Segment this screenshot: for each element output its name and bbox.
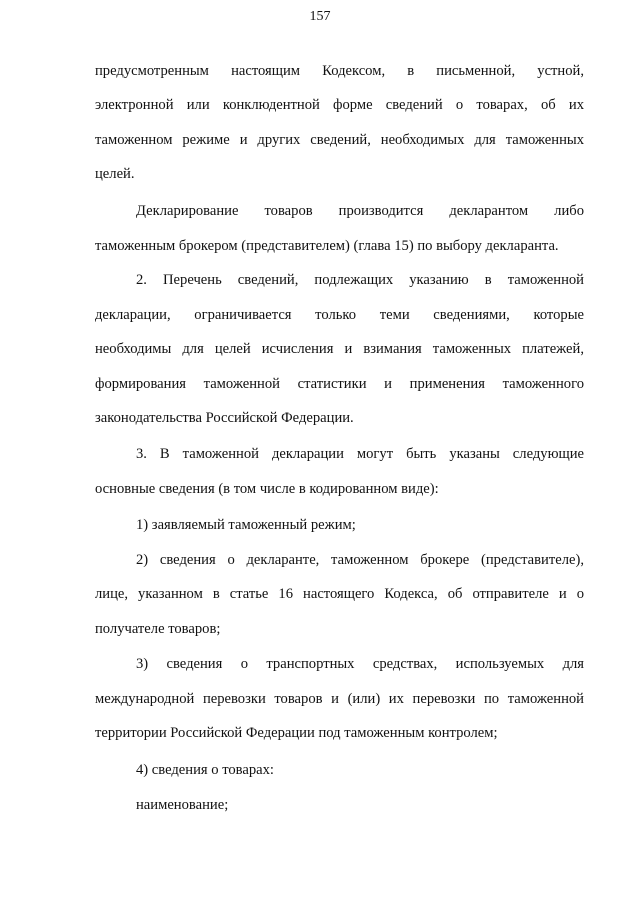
text-line: предусмотренным настоящим Кодексом, в письменной, устной, [95,63,584,79]
text-line: Декларирование товаров производится декларантом либо [136,203,584,219]
text-line: получателе товаров; [95,621,221,637]
text-line: международной перевозки товаров и (или) их перевозки по таможенной [95,691,584,707]
text-line: декларации, ограничивается только теми сведениями, которые [95,307,584,323]
list-item: 3) сведения о транспортных средствах, используемых для [136,656,584,672]
text-line: целей. [95,166,135,182]
list-item: 2) сведения о декларанте, таможенном брокере (представителе), [136,552,584,568]
text-line: лице, указанном в статье 16 настоящего Кодекса, об отправителе и о [95,586,584,602]
text-line: 3. В таможенной декларации могут быть указаны следующие [136,446,584,462]
text-line: таможенным брокером (представителем) (глава 15) по выбору декларанта. [95,238,559,254]
page-number: 157 [309,9,331,24]
list-item: 4) сведения о товарах: [136,762,274,778]
list-item: наименование; [136,797,229,813]
text-line: формирования таможенной статистики и применения таможенного [95,376,584,392]
text-line: электронной или конклюдентной форме сведений о товарах, об их [95,97,584,113]
text-line: таможенном режиме и других сведений, необходимых для таможенных [95,132,584,148]
text-line: законодательства Российской Федерации. [95,410,354,426]
text-line: основные сведения (в том числе в кодированном виде): [95,481,439,497]
text-line: необходимы для целей исчисления и взимания таможенных платежей, [95,341,584,357]
text-line: территории Российской Федерации под таможенным контролем; [95,725,498,741]
list-item: 1) заявляемый таможенный режим; [136,517,356,533]
text-line: 2. Перечень сведений, подлежащих указанию в таможенной [136,272,584,288]
